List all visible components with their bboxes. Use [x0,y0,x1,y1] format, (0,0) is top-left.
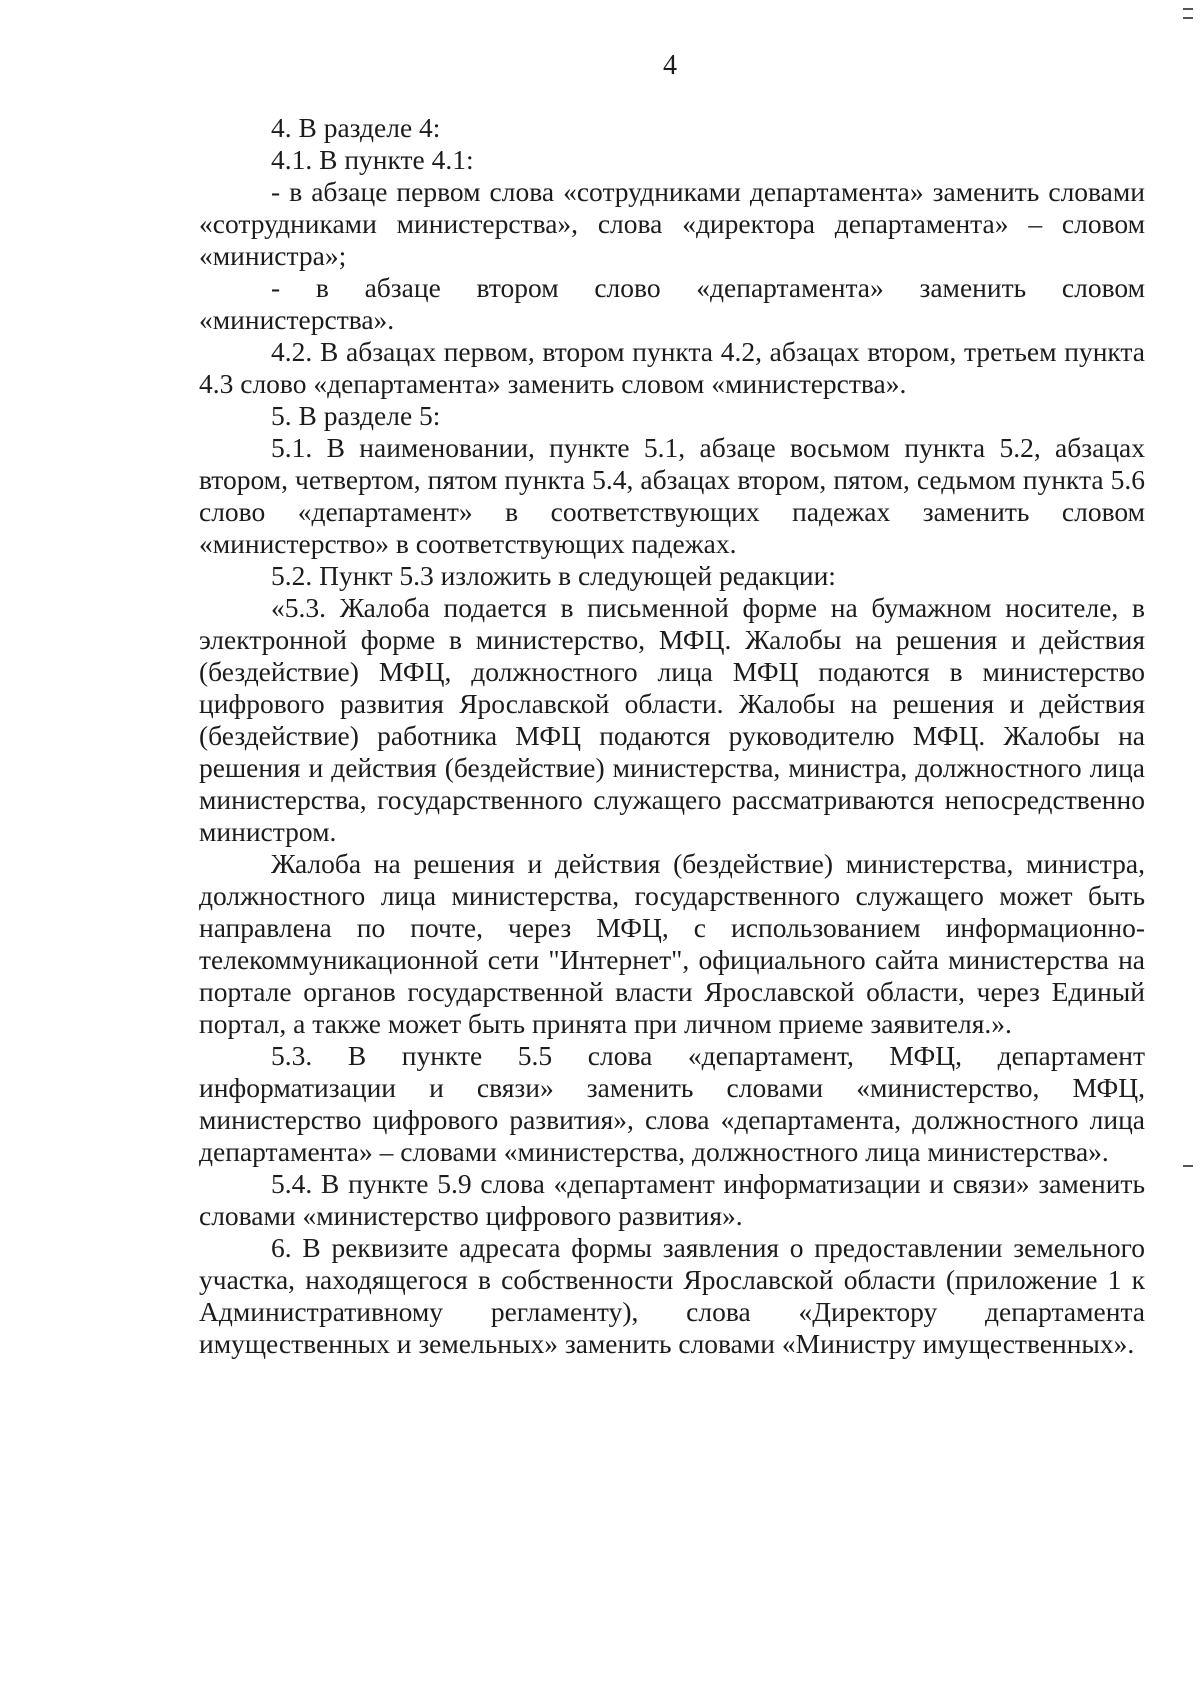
scan-mark-right-edge [1183,1165,1193,1167]
item-4-1-heading: 4.1. В пункте 4.1: [271,144,474,175]
item-5-3: 5.3. В пункте 5.5 слова «департамент, МФЦ, департамент информатизации и связи» заменить словами «министерство, МФЦ, министерство цифрового развития», слова «департамента, должностного лица департамента» – словами «министерства, должностного лица министерства». [199,1040,1145,1167]
item-5-1: 5.1. В наименовании, пункте 5.1, абзаце восьмом пункта 5.2, абзацах втором, четвертом, пятом пункта 5.4, абзацах втором, пятом, седьмом пункта 5.6 слово «департамент» в соответствующих падежах заменить словом «министерство» в соответствующих падежах. [199,432,1145,559]
scan-mark-top-right-2 [1183,17,1193,19]
item-4-1-first-indent: - в абзаце первом слова «сотрудниками департамента» заменить словами «сотрудниками министерства», слова «директора департамента» – словом «министра»; [199,176,1145,271]
section-4-heading: 4. В разделе 4: [271,112,441,143]
section-5-heading: 5. В разделе 5: [271,400,441,431]
document-body [199,112,1145,1360]
section-6: 6. В реквизите адресата формы заявления о предоставлении земельного участка, находящегося в собственности Ярославской области (приложение 1 к Административному регламенту), слова «Директору департамента имущественных и земельных» заменить словами «Министру имущественных». [199,1232,1145,1359]
item-5-3-new-text: «5.3. Жалоба подается в письменной форме на бумажном носителе, в электронной форме в министерство, МФЦ. Жалобы на решения и действия (бездействие) МФЦ, должностного лица МФЦ подаются в министерство цифрового развития Ярославской области. Жалобы на решения и действия (бездействие) работника МФЦ подаются руководителю МФЦ. Жалобы на решения и действия (бездействие) министерства, министра, должностного лица министерства, государственного служащего рассматриваются непосредственно министром. [199,592,1145,847]
item-5-2: 5.2. Пункт 5.3 изложить в следующей редакции: [271,560,836,591]
item-5-4: 5.4. В пункте 5.9 слова «департамент информатизации и связи» заменить словами «министерство цифрового развития». [199,1168,1145,1231]
item-4-1-second-indent: - в абзаце втором слово «департамента» заменить словом «министерства». [199,272,1145,335]
item-4-2: 4.2. В абзацах первом, втором пункта 4.2, абзацах втором, третьем пункта 4.3 слово «департамента» заменить словом «министерства». [199,336,1145,399]
item-5-3-new-text-continued: Жалоба на решения и действия (бездействие) министерства, министра, должностного лица министерства, государственного служащего может быть направлена по почте, через МФЦ, с использованием информационно-телекоммуникационной сети "Интернет", официального сайта министерства на портале органов государственной власти Ярославской области, через Единый портал, а также может быть принята при личном приеме заявителя.». [199,848,1145,1039]
page-number: 4 [663,50,677,81]
scan-mark-top-right [1183,8,1193,10]
